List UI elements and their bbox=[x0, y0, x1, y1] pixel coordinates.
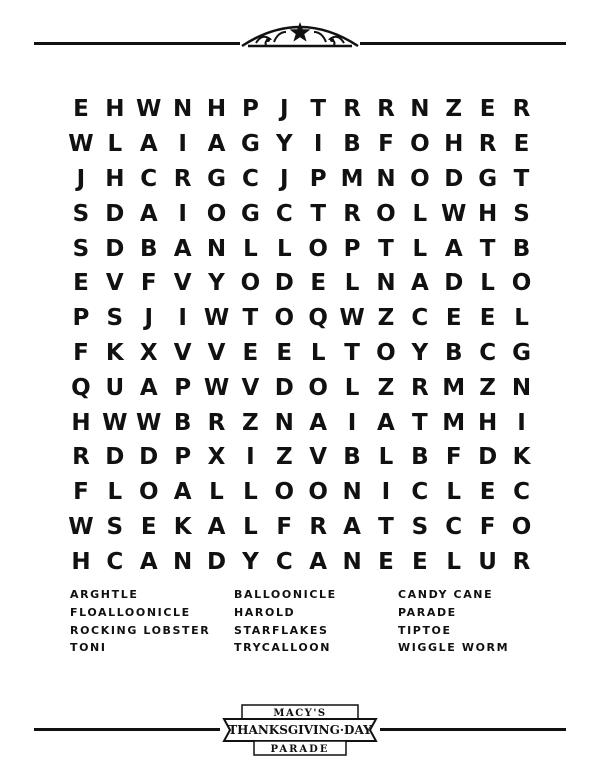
grid-letter: I bbox=[381, 479, 391, 506]
grid-letter: S bbox=[72, 200, 90, 227]
grid-letter: M bbox=[442, 409, 466, 436]
grid-letter: H bbox=[71, 548, 91, 575]
grid-row bbox=[64, 405, 542, 440]
grid-letter: B bbox=[343, 444, 361, 471]
grid-letter: G bbox=[240, 131, 260, 158]
grid-letter: S bbox=[513, 200, 530, 227]
grid-letter: H bbox=[71, 409, 91, 436]
grid-letter: X bbox=[207, 444, 226, 471]
grid-letter: L bbox=[243, 479, 258, 506]
grid-letter: L bbox=[378, 444, 394, 471]
grid-letter: D bbox=[206, 548, 227, 575]
grid-letter: B bbox=[512, 235, 531, 262]
grid-letter: W bbox=[203, 374, 230, 401]
grid-row bbox=[64, 440, 542, 475]
grid-letter: S bbox=[411, 513, 429, 540]
word-list-item: BALLOONICLE bbox=[234, 588, 337, 601]
bottom-divider-left bbox=[34, 728, 220, 731]
grid-letter: R bbox=[72, 444, 90, 471]
grid-letter: K bbox=[512, 444, 531, 471]
grid-letter: N bbox=[172, 96, 193, 123]
grid-letter: C bbox=[275, 200, 293, 227]
grid-letter: O bbox=[376, 200, 396, 227]
grid-letter: N bbox=[206, 235, 227, 262]
word-list-item: PARADE bbox=[398, 605, 457, 619]
grid-row bbox=[64, 370, 542, 405]
grid-letter: H bbox=[105, 165, 125, 192]
grid-letter: A bbox=[139, 200, 158, 227]
grid-letter: U bbox=[105, 374, 125, 401]
grid-letter: C bbox=[140, 165, 158, 192]
grid-letter: N bbox=[342, 479, 362, 506]
grid-letter: Z bbox=[377, 305, 395, 332]
grid-letter: V bbox=[241, 374, 260, 401]
grid-row bbox=[64, 510, 542, 545]
grid-letter: O bbox=[308, 374, 328, 401]
grid-letter: H bbox=[206, 96, 227, 123]
grid-letter: L bbox=[412, 235, 428, 262]
grid-letter: L bbox=[276, 235, 292, 262]
word-list-item: CANDY CANE bbox=[398, 588, 494, 601]
grid-letter: W bbox=[339, 305, 365, 332]
grid-letter: C bbox=[241, 165, 259, 192]
grid-letter: P bbox=[174, 374, 192, 401]
grid-letter: W bbox=[136, 409, 162, 436]
grid-letter: E bbox=[73, 270, 89, 297]
grid-letter: F bbox=[73, 479, 89, 506]
grid-letter: T bbox=[344, 339, 360, 366]
grid-letter: W bbox=[441, 200, 467, 227]
grid-letter: G bbox=[512, 339, 531, 366]
grid-letter: H bbox=[444, 131, 464, 158]
grid-letter: R bbox=[343, 200, 361, 227]
grid-letter: Z bbox=[275, 444, 293, 471]
grid-letter: P bbox=[343, 235, 361, 262]
grid-letter: T bbox=[310, 96, 327, 123]
grid-letter: E bbox=[445, 305, 462, 332]
grid-letter: I bbox=[178, 200, 187, 227]
grid-letter: P bbox=[241, 96, 259, 123]
grid-row bbox=[64, 266, 542, 301]
grid-letter: O bbox=[274, 305, 295, 332]
grid-letter: N bbox=[511, 374, 532, 401]
word-list-item: TRYCALLOON bbox=[234, 641, 332, 655]
grid-letter: O bbox=[308, 235, 328, 262]
grid-letter: N bbox=[274, 409, 294, 436]
grid-letter: A bbox=[444, 235, 463, 262]
grid-letter: S bbox=[106, 305, 124, 332]
grid-letter: A bbox=[173, 479, 192, 506]
grid-letter: I bbox=[178, 131, 187, 158]
word-list-item: ARGHTLE bbox=[70, 588, 139, 601]
grid-letter: E bbox=[73, 96, 89, 123]
grid-letter: A bbox=[410, 270, 429, 297]
grid-letter: D bbox=[139, 444, 159, 471]
grid-letter: T bbox=[378, 513, 394, 540]
bottom-divider-right bbox=[380, 728, 566, 731]
word-list bbox=[70, 586, 540, 657]
grid-letter: N bbox=[342, 548, 362, 575]
grid-row bbox=[64, 92, 542, 127]
grid-letter: A bbox=[139, 548, 158, 575]
grid-letter: L bbox=[480, 270, 495, 297]
grid-letter: W bbox=[68, 131, 94, 158]
grid-letter: O bbox=[274, 479, 295, 506]
grid-letter: F bbox=[276, 513, 293, 540]
grid-letter: P bbox=[72, 305, 90, 332]
grid-letter: L bbox=[107, 131, 123, 158]
word-list-item: STARFLAKES bbox=[234, 623, 329, 637]
grid-letter: S bbox=[72, 235, 90, 262]
grid-letter: I bbox=[347, 409, 357, 436]
grid-letter: L bbox=[446, 479, 462, 506]
grid-letter: C bbox=[513, 479, 530, 506]
grid-letter: A bbox=[343, 513, 361, 540]
grid-row bbox=[64, 475, 542, 510]
grid-row bbox=[64, 336, 542, 371]
word-list-item: TONI bbox=[70, 641, 107, 655]
logo-line-thanksgiving-day: THANKSGIVING·DAY bbox=[228, 723, 372, 737]
grid-letter: W bbox=[203, 305, 230, 332]
grid-letter: E bbox=[276, 339, 293, 366]
grid-letter: R bbox=[309, 513, 328, 540]
grid-letter: E bbox=[479, 305, 496, 332]
grid-letter: V bbox=[173, 270, 192, 297]
grid-letter: F bbox=[378, 131, 394, 158]
grid-letter: A bbox=[309, 409, 328, 436]
grid-letter: O bbox=[240, 270, 261, 297]
grid-letter: E bbox=[479, 96, 496, 123]
grid-letter: E bbox=[513, 131, 530, 158]
grid-letter: C bbox=[445, 513, 463, 540]
grid-letter: S bbox=[106, 513, 124, 540]
star-scroll-ornament-icon bbox=[238, 16, 362, 48]
word-list-item: WIGGLE WORM bbox=[398, 641, 510, 655]
grid-letter: U bbox=[478, 548, 497, 575]
grid-letter: G bbox=[478, 165, 498, 192]
grid-letter: T bbox=[513, 165, 530, 192]
grid-letter: L bbox=[209, 479, 224, 506]
grid-letter: W bbox=[136, 96, 162, 123]
grid-letter: R bbox=[478, 131, 497, 158]
grid-letter: F bbox=[73, 339, 89, 366]
grid-letter: E bbox=[242, 339, 259, 366]
grid-letter: P bbox=[174, 444, 192, 471]
grid-letter: E bbox=[378, 548, 394, 575]
word-search-grid bbox=[64, 92, 542, 579]
grid-letter: H bbox=[478, 409, 498, 436]
grid-letter: Q bbox=[71, 374, 91, 401]
grid-letter: E bbox=[411, 548, 428, 575]
grid-letter: R bbox=[343, 96, 361, 123]
grid-letter: Z bbox=[377, 374, 395, 401]
grid-letter: I bbox=[246, 444, 255, 471]
grid-letter: M bbox=[340, 165, 364, 192]
grid-letter: J bbox=[280, 96, 289, 123]
grid-letter: A bbox=[377, 409, 395, 436]
grid-letter: X bbox=[139, 339, 158, 366]
grid-letter: A bbox=[173, 235, 192, 262]
grid-letter: W bbox=[68, 513, 94, 540]
grid-letter: A bbox=[139, 131, 158, 158]
grid-letter: L bbox=[344, 374, 360, 401]
grid-letter: C bbox=[106, 548, 124, 575]
grid-letter: O bbox=[410, 165, 430, 192]
grid-letter: I bbox=[517, 409, 526, 436]
grid-letter: H bbox=[478, 200, 498, 227]
grid-letter: V bbox=[105, 270, 124, 297]
grid-letter: G bbox=[207, 165, 226, 192]
grid-letter: A bbox=[207, 131, 226, 158]
grid-letter: L bbox=[344, 270, 360, 297]
grid-letter: E bbox=[310, 270, 327, 297]
word-list-item: TIPTOE bbox=[398, 623, 452, 637]
grid-letter: C bbox=[411, 305, 429, 332]
grid-letter: M bbox=[442, 374, 466, 401]
grid-letter: F bbox=[479, 513, 496, 540]
grid-letter: L bbox=[243, 513, 258, 540]
grid-letter: O bbox=[511, 513, 532, 540]
grid-letter: L bbox=[310, 339, 326, 366]
grid-letter: Y bbox=[242, 548, 259, 575]
grid-letter: T bbox=[412, 409, 428, 436]
grid-letter: O bbox=[206, 200, 227, 227]
word-list-item: ROCKING LOBSTER bbox=[70, 623, 211, 637]
grid-letter: D bbox=[444, 165, 464, 192]
grid-letter: J bbox=[280, 165, 289, 192]
grid-letter: J bbox=[76, 165, 86, 192]
grid-letter: B bbox=[139, 235, 158, 262]
word-list-item: HAROLD bbox=[234, 605, 296, 619]
grid-letter: D bbox=[444, 270, 464, 297]
grid-letter: O bbox=[511, 270, 532, 297]
grid-letter: T bbox=[479, 235, 496, 262]
grid-letter: N bbox=[376, 165, 396, 192]
grid-letter: H bbox=[105, 96, 125, 123]
grid-letter: J bbox=[144, 305, 153, 332]
grid-letter: R bbox=[377, 96, 395, 123]
grid-letter: T bbox=[310, 200, 327, 227]
grid-letter: F bbox=[140, 270, 157, 297]
grid-letter: T bbox=[242, 305, 259, 332]
top-divider-left bbox=[34, 42, 240, 45]
grid-letter: R bbox=[173, 165, 192, 192]
grid-letter: L bbox=[446, 548, 462, 575]
grid-letter: N bbox=[376, 270, 396, 297]
grid-letter: I bbox=[313, 131, 323, 158]
grid-letter: P bbox=[309, 165, 327, 192]
grid-letter: D bbox=[105, 444, 125, 471]
grid-letter: V bbox=[173, 339, 192, 366]
grid-letter: A bbox=[139, 374, 158, 401]
grid-letter: O bbox=[308, 479, 328, 506]
grid-letter: E bbox=[479, 479, 496, 506]
grid-row bbox=[64, 127, 542, 162]
grid-letter: W bbox=[102, 409, 128, 436]
grid-letter: O bbox=[138, 479, 159, 506]
macys-parade-logo bbox=[220, 702, 380, 758]
grid-letter: F bbox=[445, 444, 462, 471]
grid-letter: R bbox=[512, 96, 531, 123]
grid-letter: O bbox=[376, 339, 396, 366]
grid-letter: A bbox=[309, 548, 328, 575]
grid-letter: R bbox=[410, 374, 429, 401]
grid-letter: V bbox=[207, 339, 226, 366]
grid-row bbox=[64, 544, 542, 579]
grid-letter: R bbox=[207, 409, 226, 436]
grid-letter: Y bbox=[275, 131, 293, 158]
grid-letter: A bbox=[207, 513, 226, 540]
grid-letter: C bbox=[275, 548, 293, 575]
grid-row bbox=[64, 196, 542, 231]
grid-letter: T bbox=[378, 235, 394, 262]
grid-letter: L bbox=[514, 305, 529, 332]
grid-row bbox=[64, 231, 542, 266]
grid-row bbox=[64, 301, 542, 336]
grid-letter: D bbox=[274, 270, 294, 297]
grid-letter: K bbox=[173, 513, 192, 540]
grid-row bbox=[64, 162, 542, 197]
grid-letter: N bbox=[410, 96, 430, 123]
top-divider-right bbox=[360, 42, 566, 45]
grid-letter: E bbox=[140, 513, 157, 540]
grid-letter: I bbox=[178, 305, 187, 332]
grid-letter: R bbox=[512, 548, 531, 575]
grid-letter: Z bbox=[479, 374, 496, 401]
grid-letter: B bbox=[444, 339, 463, 366]
grid-letter: L bbox=[412, 200, 428, 227]
logo-line-parade: PARADE bbox=[270, 744, 330, 755]
grid-letter: D bbox=[478, 444, 498, 471]
word-list-item: FLOALLOONICLE bbox=[70, 605, 191, 619]
grid-letter: L bbox=[107, 479, 123, 506]
grid-letter: Y bbox=[208, 270, 225, 297]
grid-letter: B bbox=[343, 131, 361, 158]
grid-letter: B bbox=[411, 444, 429, 471]
grid-letter: O bbox=[410, 131, 430, 158]
grid-letter: D bbox=[274, 374, 294, 401]
grid-letter: N bbox=[172, 548, 193, 575]
grid-letter: Z bbox=[445, 96, 463, 123]
grid-letter: C bbox=[411, 479, 429, 506]
grid-letter: D bbox=[105, 200, 125, 227]
grid-letter: Z bbox=[242, 409, 259, 436]
grid-letter: V bbox=[309, 444, 328, 471]
grid-letter: D bbox=[105, 235, 125, 262]
grid-letter: K bbox=[105, 339, 124, 366]
grid-letter: G bbox=[240, 200, 260, 227]
grid-letter: C bbox=[479, 339, 497, 366]
grid-letter: B bbox=[173, 409, 192, 436]
grid-letter: Y bbox=[411, 339, 429, 366]
logo-line-macys: MACY'S bbox=[273, 708, 327, 719]
grid-letter: Q bbox=[308, 305, 328, 332]
grid-letter: L bbox=[243, 235, 258, 262]
